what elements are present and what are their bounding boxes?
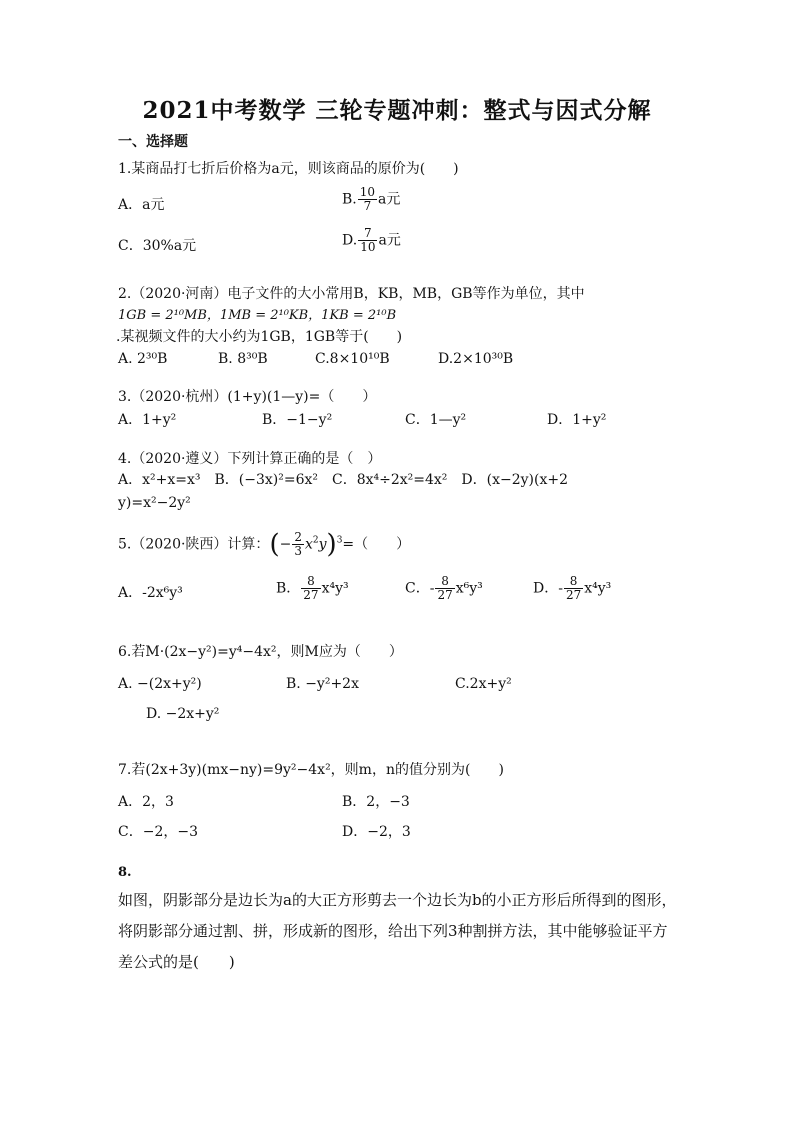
q3-option-d: D．1+y² [547, 412, 607, 428]
q2-option-a: A. 2³⁰B [118, 351, 168, 367]
q1-option-a: A．a元 [118, 197, 165, 213]
q2-units-formula: 1GB = 2¹⁰MB，1MB = 2¹⁰KB，1KB = 2¹⁰B [118, 308, 397, 323]
q3-option-a: A．1+y² [118, 412, 177, 428]
page-title: 2021中考数学 三轮专题冲刺：整式与因式分解 [142, 97, 652, 124]
q1-option-b: B. $\frac{10}{7}$ a元 [342, 185, 401, 213]
q5-option-c: C．- $\frac{8}{27}$ x⁶y³ [405, 574, 483, 602]
q2-option-c: C.8×10¹⁰B [315, 351, 390, 367]
q2-option-d: D.2×10³⁰B [438, 351, 514, 367]
q3-option-b: B．−1−y² [262, 412, 333, 428]
question-8-text: 如图，阴影部分是边长为a的大正方形剪去一个边长为b的小正方形后所得到的图形，将阴影部分通过割、拼，形成新的图形，给出下列3种割拼方法，其中能够验证平方差公式的是( ) [118, 891, 677, 971]
q2-option-b: B. 8³⁰B [218, 351, 268, 367]
q7-option-b: B．2，−3 [342, 794, 410, 810]
question-3-stem: 3.（2020·杭州）(1+y)(1—y)=（ ） [118, 389, 377, 405]
q7-option-a: A．2，3 [118, 794, 174, 810]
question-5-stem: 5.（2020·陕西）计算：(− $\frac{2}{3}$ $x^2y)^3=$（ ） [118, 529, 411, 560]
question-1-stem: 1.某商品打七折后价格为a元，则该商品的原价为( ) [118, 161, 459, 177]
q1-option-d: D. $\frac{7}{10}$ a元 [342, 226, 401, 254]
question-7-stem: 7.若(2x+3y)(mx−ny)=9y²−4x²，则m，n的值分别为( ) [118, 762, 504, 778]
q6-option-c: C.2x+y² [455, 676, 512, 692]
q5-option-b: B． $\frac{8}{27}$ x⁴y³ [276, 574, 349, 602]
q2-stem-tail: .某视频文件的大小约为1GB，1GB等于( ) [116, 329, 403, 345]
q3-option-c: C．1—y² [405, 412, 467, 428]
q5-option-a: A．-2x⁶y³ [118, 585, 183, 601]
q4-options-line2: y)=x²−2y² [118, 495, 191, 511]
question-8-number: 8. [118, 865, 132, 880]
q6-option-b: B. −y²+2x [286, 676, 359, 692]
q1-option-c: C．30%a元 [118, 238, 197, 254]
section-heading: 一、选择题 [118, 134, 188, 150]
question-4-stem: 4.（2020·遵义）下列计算正确的是（ ） [118, 451, 382, 467]
q4-options-line1: A．x²+x=x³ B．(−3x)²=6x² C．8x⁴÷2x²=4x² D．(x−2y)(x+2 [118, 472, 568, 488]
q6-option-d: D. −2x+y² [146, 706, 220, 722]
q6-option-a: A. −(2x+y²) [118, 676, 202, 692]
q7-option-d: D．−2，3 [342, 824, 411, 840]
question-6-stem: 6.若M·(2x−y²)=y⁴−4x²，则M应为（ ） [118, 644, 403, 660]
question-2-stem: 2.（2020·河南）电子文件的大小常用B，KB，MB，GB等作为单位，其中 [118, 286, 585, 302]
q5-option-d: D．- $\frac{8}{27}$ x⁴y³ [533, 574, 612, 602]
q7-option-c: C．−2，−3 [118, 824, 198, 840]
